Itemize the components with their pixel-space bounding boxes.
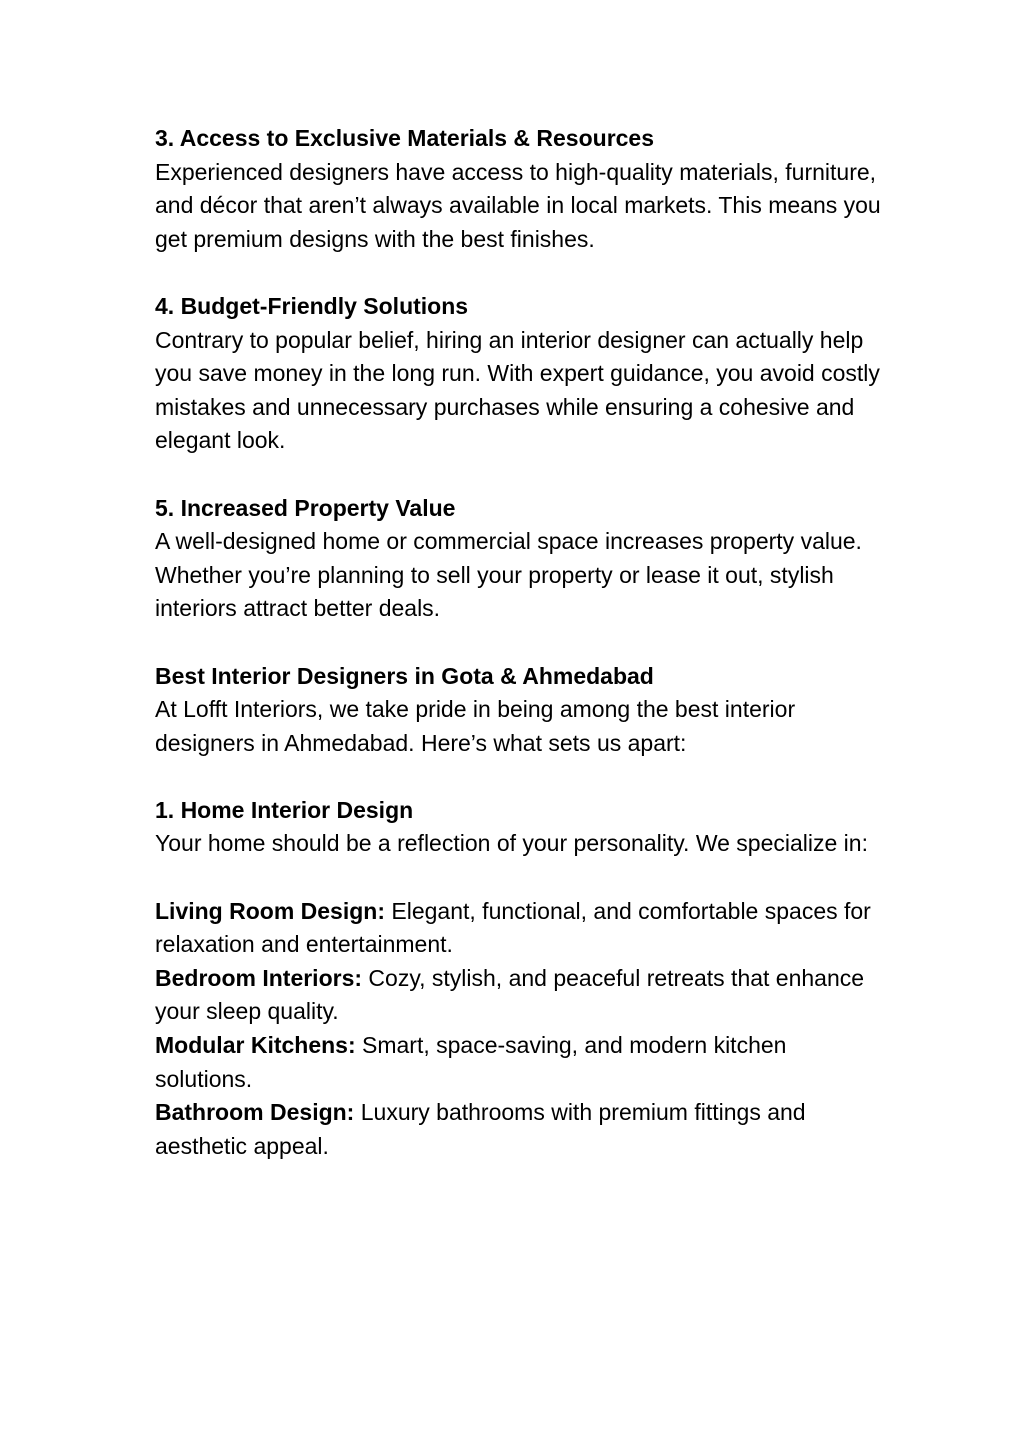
service-text: Elegant, functional, and comfortable spaces for relaxation and entertainment. [155,897,871,958]
service-label: Living Room Design: [155,897,385,924]
section-body: At Lofft Interiors, we take pride in being among the best interior designers in Ahmedabad. Here’s what sets us apart: [155,696,796,756]
section-budget-friendly [155,290,885,458]
service-text: Luxury bathrooms with premium fittings and aesthetic appeal. [155,1099,806,1159]
service-living-room [155,895,885,962]
section-heading: 5. Increased Property Value [155,494,456,521]
section-heading: 1. Home Interior Design [155,796,414,823]
service-text: Cozy, stylish, and peaceful retreats that enhance your sleep quality. [155,964,865,1025]
section-body: Contrary to popular belief, hiring an interior designer can actually help you save money in the long run. With expert guidance, you avoid costly mistakes and unnecessary purchases while ensuring a cohesive and elegant look. [155,326,880,454]
service-bedroom [155,962,885,1029]
service-label: Bedroom Interiors: [155,964,363,991]
service-label: Modular Kitchens: [155,1032,356,1059]
section-heading: 4. Budget-Friendly Solutions [155,292,469,319]
section-heading: Best Interior Designers in Gota & Ahmedabad [155,662,654,689]
service-label: Bathroom Design: [155,1099,355,1126]
section-home-interior [155,794,885,861]
section-best-designers [155,660,885,761]
services-list [155,895,885,1164]
service-kitchens [155,1029,885,1096]
section-property-value [155,492,885,626]
service-bathroom [155,1096,885,1163]
section-body: Experienced designers have access to high-quality materials, furniture, and décor that aren’t always available in local markets. This means you get premium designs with the best finishes. [155,158,881,252]
section-heading: 3. Access to Exclusive Materials & Resources [155,125,655,151]
section-body: A well-designed home or commercial space increases property value. Whether you’re planning to sell your property or lease it out, stylish interiors attract better deals. [155,528,862,622]
document-page [155,122,885,1163]
service-text: Smart, space-saving, and modern kitchen solutions. [155,1032,787,1092]
section-exclusive-materials [155,122,885,256]
section-body: Your home should be a reflection of your personality. We specialize in: [155,830,868,857]
